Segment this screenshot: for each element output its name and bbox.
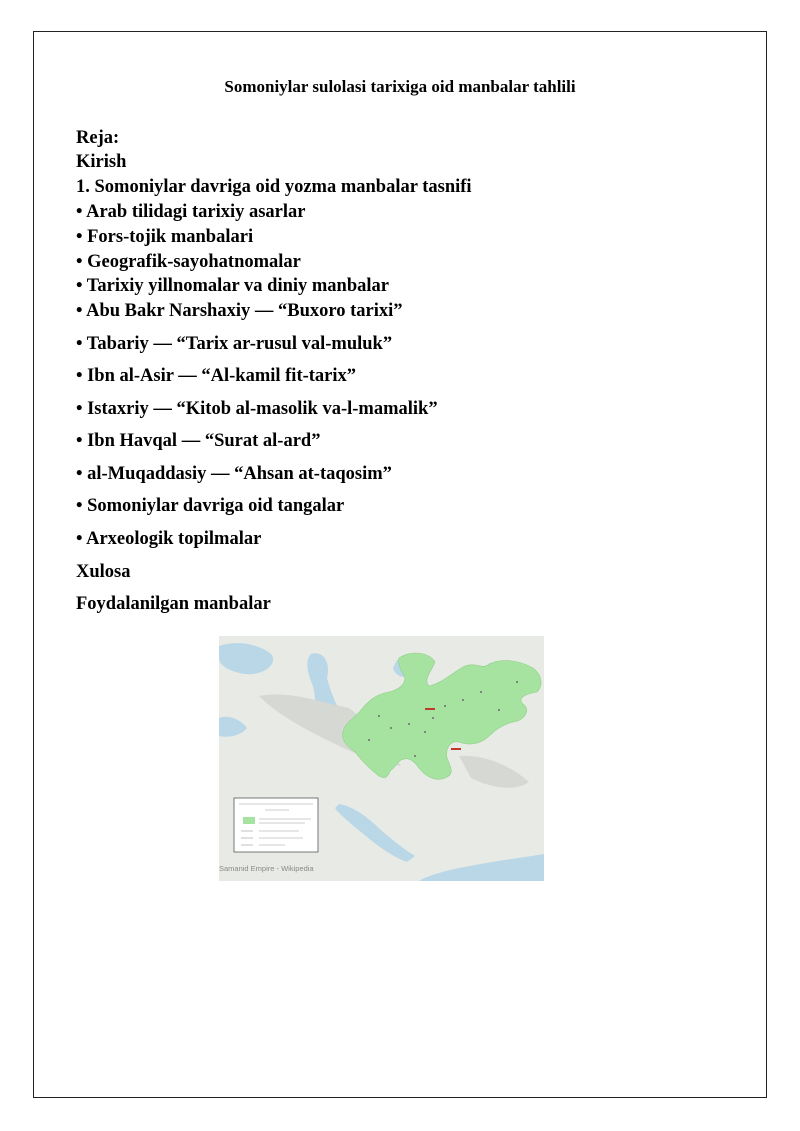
plan-bullet: • Arab tilidagi tarixiy asarlar [76, 202, 306, 222]
plan-item-section-1: 1. Somoniylar davriga oid yozma manbalar tasnifi [76, 177, 472, 197]
legend-swatch [243, 817, 255, 824]
plan-item-references: Foydalanilgan manbalar [76, 594, 271, 614]
plan-bullet: • al-Muqaddasiy — “Ahsan at-taqosim” [76, 464, 392, 484]
map-legend [234, 798, 318, 852]
plan-bullet: • Fors-tojik manbalari [76, 227, 254, 247]
map-image [219, 636, 544, 881]
plan-item-conclusion: Xulosa [76, 562, 131, 582]
plan-bullet: • Arxeologik topilmalar [76, 529, 262, 549]
plan-bullet: • Somoniylar davriga oid tangalar [76, 496, 345, 516]
plan-bullet: • Istaxriy — “Kitob al-masolik va-l-mamalik” [76, 399, 438, 419]
samanid-empire-map [219, 636, 544, 881]
figure-caption: Samanid Empire - Wikipedia [219, 864, 314, 873]
plan-bullet: • Geografik-sayohatnomalar [76, 252, 301, 272]
plan-bullet: • Abu Bakr Narshaxiy — “Buxoro tarixi” [76, 301, 403, 321]
plan-bullet: • Tabariy — “Tarix ar-rusul val-muluk” [76, 334, 393, 354]
plan-bullet: • Ibn al-Asir — “Al-kamil fit-tarix” [76, 366, 357, 386]
plan-item-introduction: Kirish [76, 152, 127, 172]
plan-heading: Reja: [76, 128, 120, 148]
plan-bullet: • Ibn Havqal — “Surat al-ard” [76, 431, 321, 451]
document-title: Somoniylar sulolasi tarixiga oid manbalar tahlili [224, 77, 576, 96]
plan-bullet: • Tarixiy yillnomalar va diniy manbalar [76, 276, 389, 296]
